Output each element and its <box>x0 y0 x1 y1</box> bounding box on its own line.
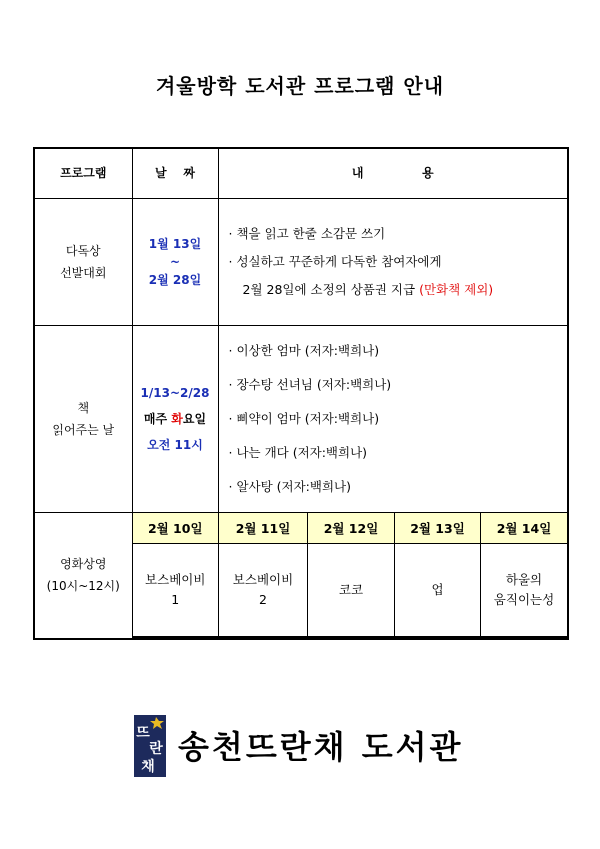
page-title: 겨울방학 도서관 프로그램 안내 <box>155 74 445 98</box>
logo-char: 란 <box>149 741 163 757</box>
movie-date: 2월 13일 <box>395 513 481 544</box>
movie-schedule <box>132 512 568 639</box>
program-reading-contest: 다독상 선발대회 <box>34 198 132 325</box>
date-reading-contest: 1월 13일 ~ 2월 28일 <box>132 198 218 325</box>
movie-title: 보스베이비 2 <box>219 543 308 637</box>
movie-title: 하울의 움직이는성 <box>481 543 568 637</box>
date-read-aloud: 1/13~2/28 매주 화요일 오전 11시 <box>132 325 218 512</box>
list-item: · 책을 읽고 한줄 소감문 쓰기 <box>228 225 386 241</box>
content-reading-contest <box>218 198 568 325</box>
movie-title: 업 <box>395 543 481 637</box>
movie-table <box>133 513 568 639</box>
header-program: 프로그램 <box>34 148 132 198</box>
header-date: 날 짜 <box>132 148 218 198</box>
program-read-aloud: 책 읽어주는 날 <box>34 325 132 512</box>
list-item: · 나는 개다 (저자:백희나) <box>228 444 368 460</box>
header-content: 내 용 <box>218 148 568 198</box>
list-item: 2월 28일에 소정의 상품권 지급 (만화책 제외) <box>242 281 494 297</box>
movie-title: 코코 <box>308 543 395 637</box>
logo-char: 뜨 <box>136 725 150 741</box>
program-movie: 영화상영 (10시~12시) <box>34 512 132 639</box>
library-name: 송천뜨란채 도서관 <box>178 728 464 766</box>
list-item: · 성실하고 꾸준하게 다독한 참여자에게 <box>228 253 442 269</box>
movie-date: 2월 10일 <box>133 513 219 544</box>
list-item: · 알사탕 (저자:백희나) <box>228 478 351 494</box>
movie-date: 2월 12일 <box>308 513 395 544</box>
logo-char: 채 <box>141 759 155 775</box>
list-item: · 이상한 엄마 (저자:백희나) <box>228 342 380 358</box>
list-item: · 장수탕 선녀님 (저자:백희나) <box>228 376 392 392</box>
movie-date: 2월 14일 <box>481 513 568 544</box>
library-logo <box>130 713 170 779</box>
content-read-aloud <box>218 325 568 512</box>
list-item: · 삐약이 엄마 (저자:백희나) <box>228 410 380 426</box>
movie-date: 2월 11일 <box>219 513 308 544</box>
program-table <box>33 147 569 640</box>
movie-title: 보스베이비 1 <box>133 543 219 637</box>
